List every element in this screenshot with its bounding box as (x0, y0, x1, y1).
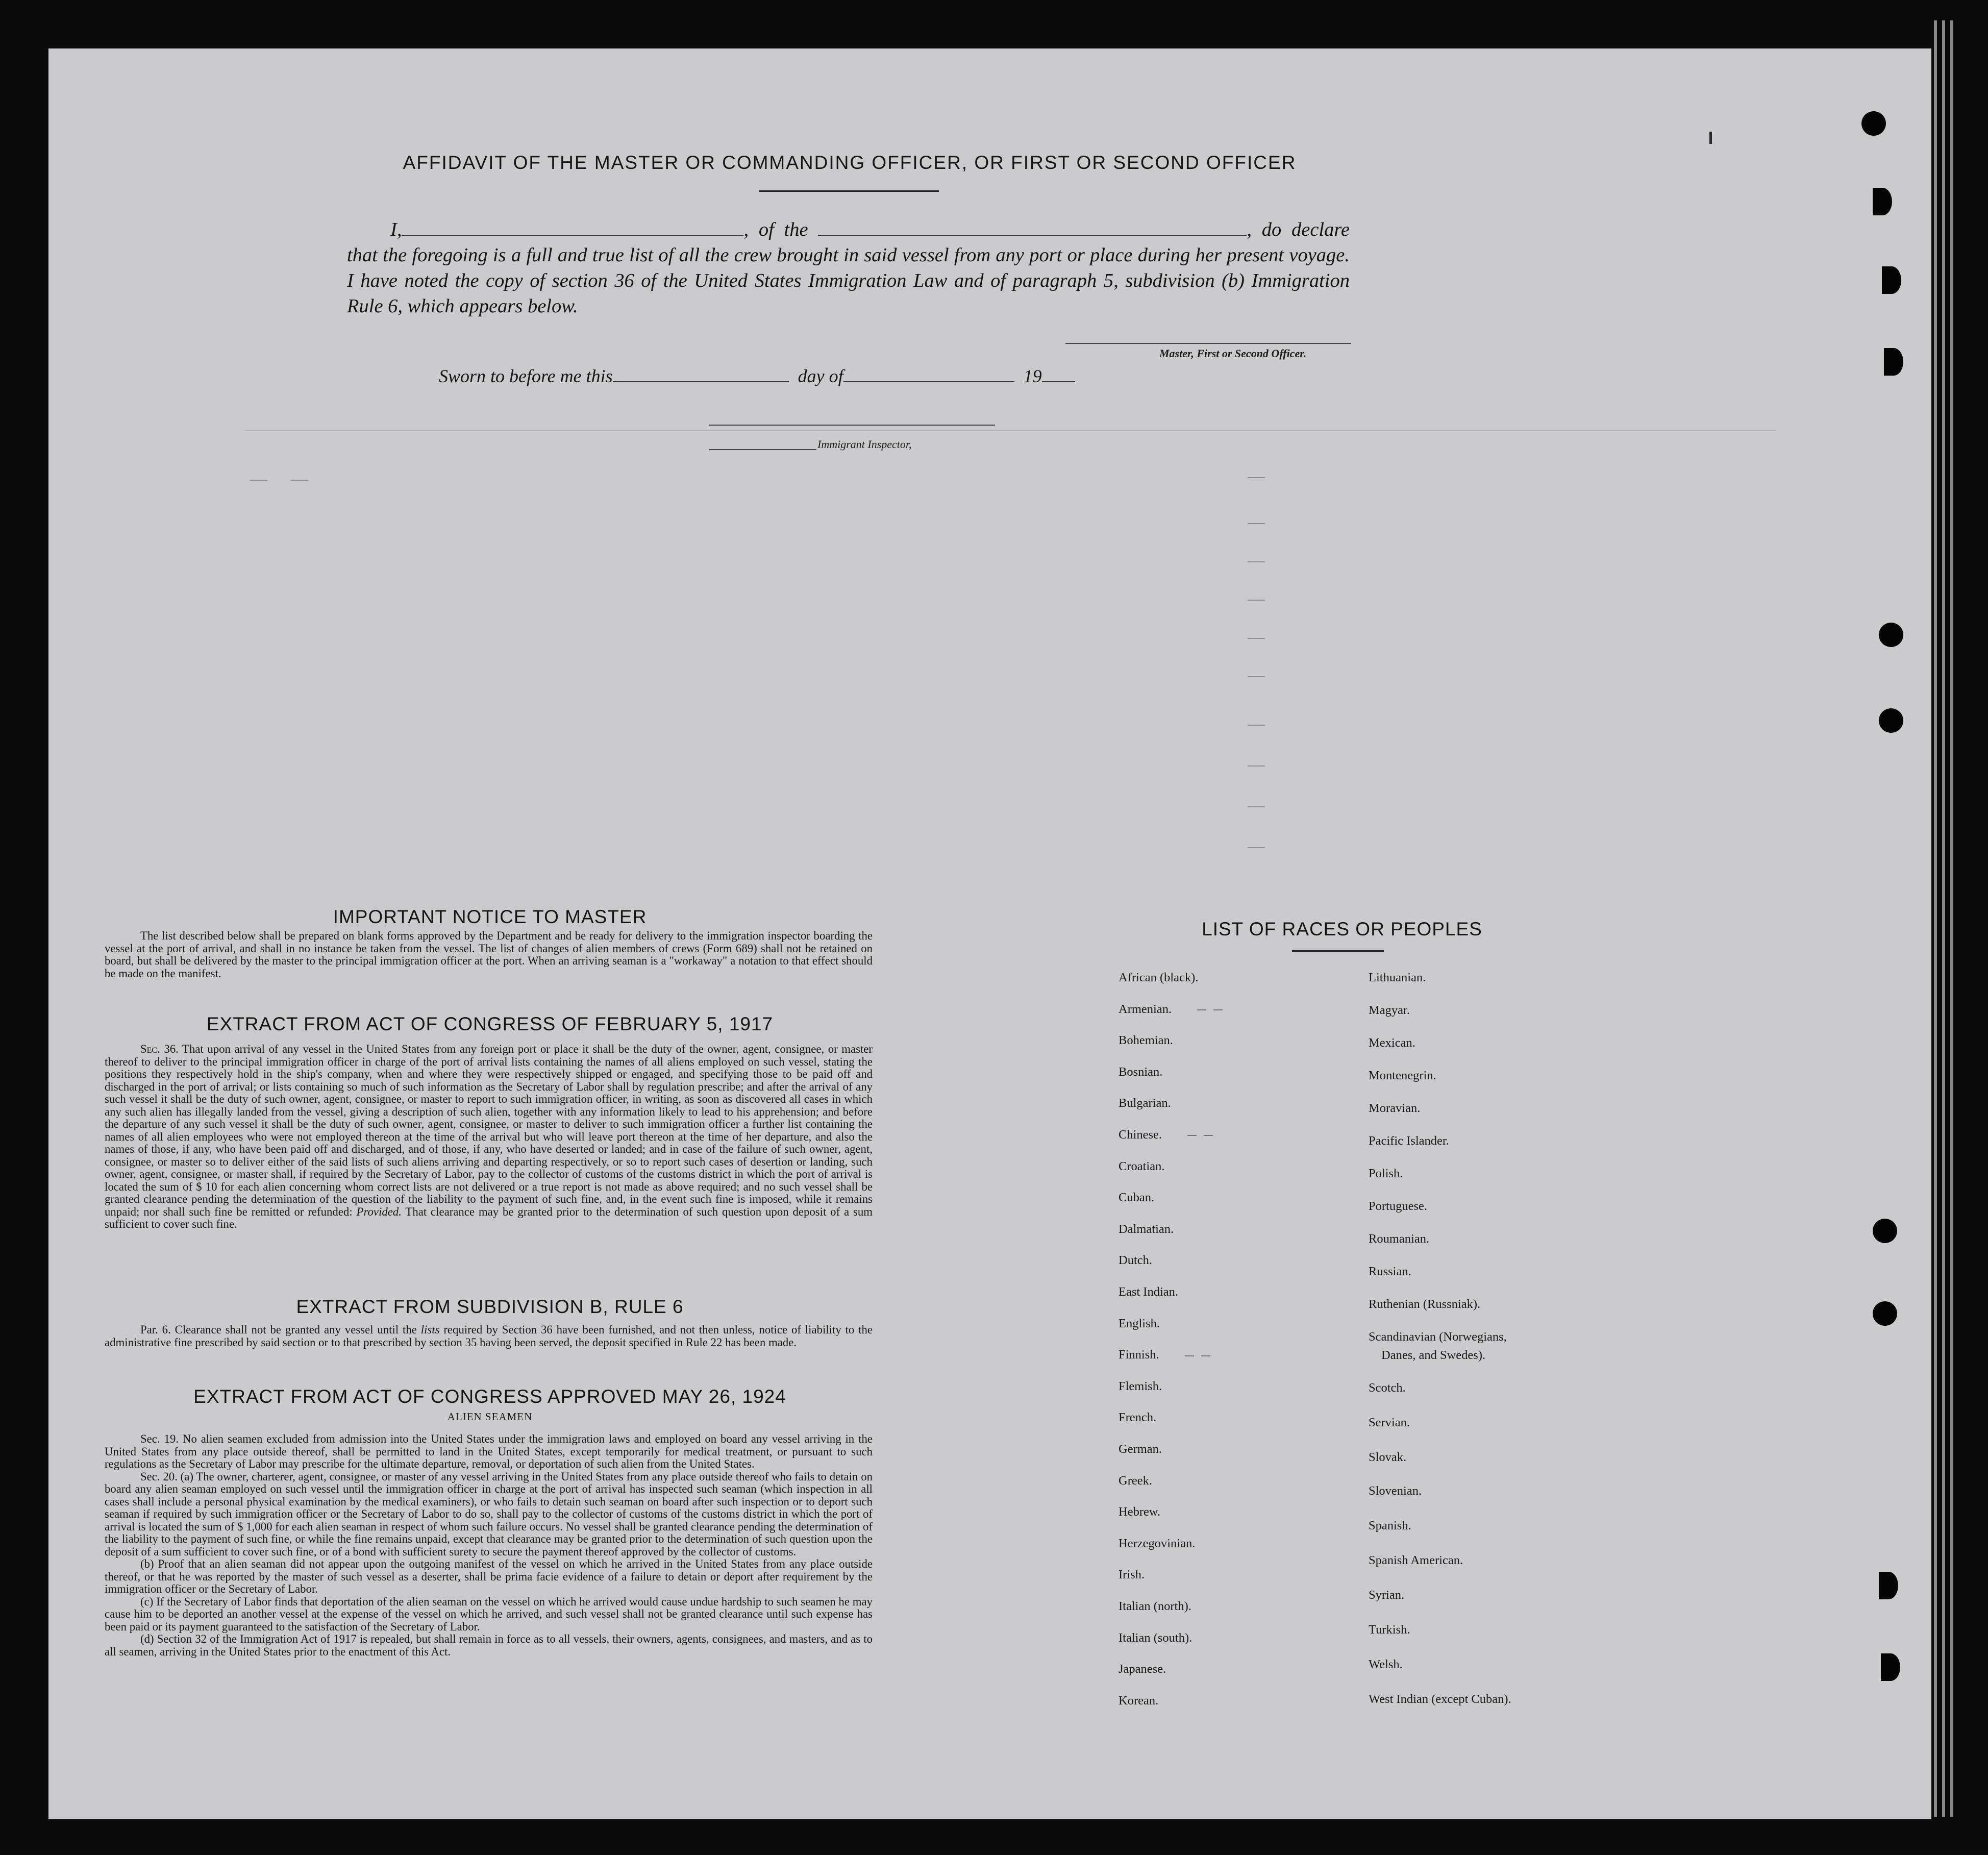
race-item: Roumanian. (1369, 1232, 1430, 1246)
race-item: Danes, and Swedes). (1381, 1348, 1486, 1362)
race-item: African (black). (1119, 971, 1199, 984)
punch-hole (1879, 623, 1903, 647)
race-item: Chinese. (1119, 1128, 1213, 1142)
race-item: Japanese. (1119, 1662, 1166, 1676)
race-item: East Indian. (1119, 1285, 1179, 1299)
race-item: Bosnian. (1119, 1065, 1163, 1079)
extract-1924-title: EXTRACT FROM ACT OF CONGRESS APPROVED MAY 26, 1924 (193, 1386, 786, 1407)
affidavit-title: AFFIDAVIT OF THE MASTER OR COMMANDING OFFICER, OR FIRST OR SECOND OFFICER (403, 152, 1297, 173)
race-item: Irish. (1119, 1568, 1145, 1582)
par-6-text-a: Clearance shall not be granted any vessel until the (175, 1323, 417, 1336)
extract-1924-text (105, 1433, 873, 1658)
race-item: Bohemian. (1119, 1033, 1173, 1048)
ink-mark (1709, 132, 1712, 144)
sec-36-end: That clearance may be granted prior to the determination of such question upon deposit of a sum sufficient to cover such fine. (105, 1205, 873, 1230)
declaration-text: that the foregoing is a full and true list of all the crew brought in said vessel from any port or place during her present voyage. I have noted the copy of section 36 of the United States Immigration Law and of paragraph 5, subdivision (b) Immigration Rule 6, which appears below. (347, 244, 1350, 317)
sec-36-body: That upon arrival of any vessel in the United States from any foreign port or place it shall be the duty of the owner, agent, consignee, or master thereof to deliver to the principal immigration officer in charge of the port of arrival lists containing the names of all aliens employed on such vessel, stating the positions they respectively hold in the ship's company, when and where they were respectively shipped or engaged, and specifying those to be paid off and discharged in the port of arrival; or lists containing so much of such information as the Secretary of Labor shall by regulation prescribe; and after the arrival of any such vessel it shall be the duty of such owner, agent, consignee, or master to report to such immigration officer, in writing, as soon as discovered all cases in which any such alien has illegally landed from the vessel, giving a description of such alien, together with any information likely to lead to his apprehension; and before the departure of any such vessel it shall be the duty of such owner, agent, consignee, or master to deliver to such immigration officer a further list containing the names of all alien employees who were not employed thereon at the time of the arrival but who will leave port thereon at the time of her departure, and also the names of those, if any, who have been paid off and discharged, and of those, if any, who have deserted or landed; and in case of the failure of such owner, agent, consignee, or master so to deliver either of the said lists of such aliens arriving and departing respectively, or so to report such cases of desertion or landing, such owner, agent, consignee, or master shall, if required by the Secretary of Labor, pay to the collector of customs of the customs district in which the port of arrival is located the sum of $ 10 for each alien concerning whom correct lists are not delivered or a true report is not made as above required; and no such vessel shall be granted clearance pending the determination of the question of the liability to the payment of such fine, and, in the event such fine is imposed, while it remains unpaid; nor shall such fine be remitted or refunded: (105, 1043, 873, 1218)
race-item: Magyar. (1369, 1003, 1410, 1017)
day-of-label: day of (798, 366, 843, 386)
notice-text (105, 930, 873, 980)
punch-hole (1873, 1219, 1897, 1243)
master-signature-label: Master, First or Second Officer. (1159, 347, 1307, 360)
race-item: Finnish. (1119, 1348, 1210, 1362)
races-title-rule (1292, 950, 1384, 952)
race-item: Lithuanian. (1369, 971, 1426, 984)
bleed-through (1248, 638, 1265, 639)
race-item: Slovenian. (1369, 1484, 1422, 1498)
punch-hole (1879, 708, 1903, 733)
punch-hole (1879, 1572, 1898, 1599)
inspector-signature-line[interactable] (709, 425, 995, 426)
sec-19-text: No alien seamen excluded from admission into the United States under the immigration laws and employed on board any vessel arriving in the United States from any place outside thereof, shall be permitted to land in the United States, except temporarily for medical treatment, or pursuant to such regulations as the Secretary of Labor may prescribe for the ultimate departure, removal, or deportation of such alien from the United States. (105, 1432, 873, 1470)
sworn-year-blank[interactable] (1042, 365, 1075, 382)
race-item: German. (1119, 1442, 1162, 1456)
bleed-through (250, 480, 267, 481)
extract-1917-title: EXTRACT FROM ACT OF CONGRESS OF FEBRUARY 5, 1917 (206, 1013, 774, 1034)
race-item: Slovak. (1369, 1450, 1407, 1464)
race-item: Mexican. (1369, 1036, 1415, 1050)
sec-20b-text: (b) Proof that an alien seaman did not appear upon the outgoing manifest of the vessel on which he arrived in the United States from any place outside thereof, or that he was reported by the master of such vessel as a deserter, shall be prima facie evidence of a failure to detain or deport after requirement by the immigration officer or the Secretary of Labor. (105, 1557, 873, 1595)
race-item: Turkish. (1369, 1623, 1410, 1637)
bleed-through (1248, 523, 1265, 524)
sec-20-label: Sec. 20. (140, 1470, 178, 1483)
notice-title: IMPORTANT NOTICE TO MASTER (333, 906, 647, 927)
race-item: Moravian. (1369, 1101, 1421, 1115)
title-rule (759, 190, 939, 192)
bleed-through (1248, 477, 1265, 478)
bleed-through (291, 480, 308, 481)
race-item: Dalmatian. (1119, 1222, 1174, 1236)
race-item: Polish. (1369, 1167, 1403, 1180)
bleed-through (1248, 847, 1265, 848)
race-item: Spanish American. (1369, 1553, 1463, 1567)
affidavit-declaration (347, 217, 1350, 319)
punch-hole (1873, 188, 1892, 215)
race-item: Italian (north). (1119, 1599, 1191, 1613)
races-title: LIST OF RACES OR PEOPLES (1202, 919, 1482, 939)
race-item: Croatian. (1119, 1159, 1165, 1173)
sworn-label: Sworn to before me this (439, 366, 613, 386)
sec-20a-text: (a) The owner, charterer, agent, consignee, or master of any vessel arriving in the United States from any place outside thereof who fails to detain on board any alien seaman employed on such vessel until the immigration officer in charge at the port of arrival has inspected such seaman (which inspection in all cases shall include a personal physical examination by the medical examiners), or who fails to detain such seaman on board after such inspection or to deport such seaman if required by such immigration officer or the Secretary of Labor to do so, shall pay to the collector of customs of the customs district in which the port of arrival is located the sum of $ 1,000 for each alien seaman in respect of whom such failure occurs. No vessel shall be granted clearance pending the determination of the liability to the payment of such fine, or while the fine remains unpaid, except that clearance may be granted prior to the determination of such question upon the deposit of a sum sufficient to cover such fine, or of a bond with sufficient surety to secure the payment thereof approved by the collector of customs. (105, 1470, 873, 1558)
extract-rule6-text (105, 1324, 873, 1349)
race-item: Welsh. (1369, 1658, 1403, 1671)
officer-name-blank[interactable] (402, 218, 743, 236)
race-item: Russian. (1369, 1265, 1411, 1278)
race-item: Hebrew. (1119, 1505, 1161, 1519)
year-prefix: 19 (1023, 366, 1042, 386)
race-item: Ruthenian (Russniak). (1369, 1297, 1481, 1311)
race-item: Syrian. (1369, 1588, 1405, 1602)
race-item: Cuban. (1119, 1191, 1155, 1205)
sworn-month-blank[interactable] (843, 365, 1014, 382)
sec-36-label: Sec. 36. (140, 1043, 179, 1055)
provided-word: Provided. (356, 1205, 402, 1218)
punch-hole (1873, 1301, 1897, 1326)
notice-body: The list described below shall be prepared on blank forms approved by the Department and be ready for delivery to the immigration inspector boarding the vessel at the port of arrival, and shall in no instance be taken from the vessel. The list of changes of alien members of crews (Form 689) shall not be retained on board, but shall be delivered by the master to the principal immigration officer at the port. When an arriving seaman is a "workaway" a notation to that effect should be made on the manifest. (105, 929, 873, 980)
race-item: Scotch. (1369, 1381, 1406, 1395)
race-item: Korean. (1119, 1693, 1159, 1708)
inspector-label: Immigrant Inspector, (817, 438, 912, 451)
i-label: I, (390, 219, 402, 240)
bleed-through (1248, 725, 1265, 726)
sworn-line (439, 365, 1075, 387)
race-item: English. (1119, 1316, 1160, 1330)
inspector-name-line[interactable] (709, 449, 816, 450)
par-6-label: Par. 6. (140, 1323, 171, 1336)
vessel-name-blank[interactable] (818, 218, 1247, 236)
sec-20c-text: (c) If the Secretary of Labor finds that deportation of the alien seaman on the vessel on which he arrived would cause undue hardship to such seamen he may cause him to be deported an another vessel at the expense of the vessel on which he arrived, and such vessel shall not be granted clearance until such expense has been paid or its payment guaranteed to the satisfaction of the Secretary of Labor. (105, 1595, 873, 1633)
bleed-through (245, 430, 1776, 431)
race-item: Flemish. (1119, 1379, 1162, 1393)
race-item: Dutch. (1119, 1253, 1152, 1268)
race-item: Spanish. (1369, 1519, 1411, 1532)
race-item: Herzegovinian. (1119, 1536, 1196, 1550)
extract-1917-text (105, 1043, 873, 1231)
punch-hole (1861, 111, 1886, 136)
bleed-through (1248, 561, 1265, 562)
bleed-through (1248, 806, 1265, 807)
race-item: Portuguese. (1369, 1199, 1427, 1213)
race-item: Montenegrin. (1369, 1069, 1436, 1082)
sworn-day-blank[interactable] (613, 365, 789, 382)
race-item: Italian (south). (1119, 1630, 1192, 1645)
bleed-through (1248, 676, 1265, 677)
race-item: Servian. (1369, 1416, 1410, 1429)
punch-hole (1884, 348, 1903, 376)
of-the-label: , of the (743, 219, 808, 240)
race-item: Pacific Islander. (1369, 1134, 1449, 1148)
sec-19-label: Sec. 19. (140, 1432, 179, 1445)
bleed-through (1248, 765, 1265, 766)
race-item: Bulgarian. (1119, 1096, 1171, 1110)
alien-seamen-subtitle: ALIEN SEAMEN (447, 1411, 533, 1423)
race-item: West Indian (except Cuban). (1369, 1692, 1511, 1706)
sec-20d-text: (d) Section 32 of the Immigration Act of 1917 is repealed, but shall remain in force as to all vessels, their owners, agents, consignees, and masters, and as to all seamen, arriving in the United States prior to the enactment of this Act. (105, 1633, 873, 1658)
extract-rule6-title: EXTRACT FROM SUBDIVISION B, RULE 6 (296, 1296, 684, 1317)
par-6-text-b: required by Section 36 have been furnished, and not then unless, notice of liability to the administrative fine prescribed by said section or to that prescribed by section 35 having been served, the deposit specified in Rule 22 has been made. (105, 1323, 873, 1349)
punch-hole (1882, 266, 1901, 294)
race-item: French. (1119, 1411, 1157, 1425)
punch-hole (1881, 1653, 1900, 1681)
bleed-through (1248, 600, 1265, 601)
lists-word: lists (420, 1323, 440, 1336)
race-item: Greek. (1119, 1473, 1152, 1488)
race-item: Scandinavian (Norwegians, (1369, 1330, 1507, 1344)
do-declare-label: , do declare (1247, 219, 1350, 240)
race-item: Armenian. (1119, 1002, 1223, 1017)
master-signature-line[interactable] (1065, 343, 1351, 344)
